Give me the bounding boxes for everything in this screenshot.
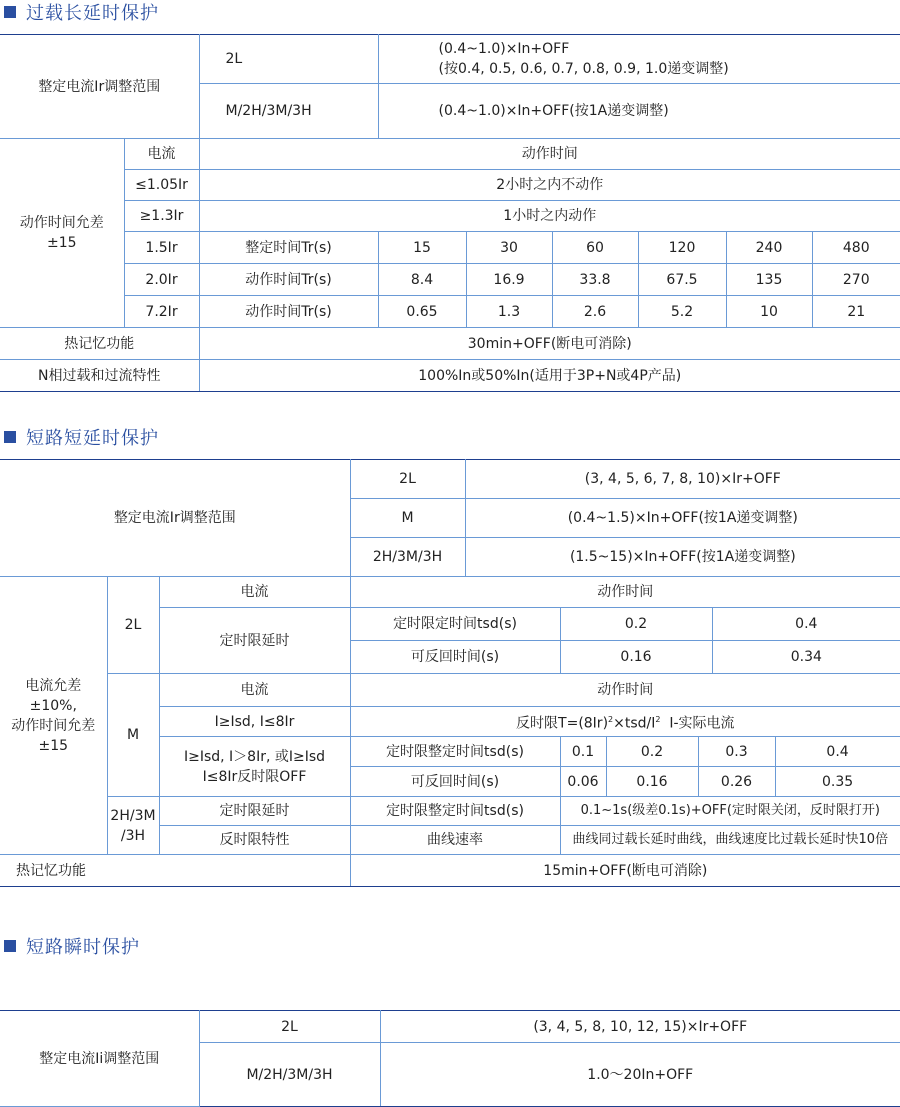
n-phase-label: N相过载和过流特性 <box>0 360 199 392</box>
setting-range-label: 整定电流Ir调整范围 <box>0 35 199 139</box>
value-cell: 0.2 <box>560 608 712 641</box>
model-m: M/2H/3M/3H <box>199 1043 380 1107</box>
value-cell: 0.06 <box>560 767 606 797</box>
tolerance-label: 电流允差 ±10%, 动作时间允差 ±15 <box>0 577 107 855</box>
value-cell: 480 <box>812 232 900 264</box>
value-cell: 0.4 <box>712 608 900 641</box>
value-cell: 0.3 <box>698 737 775 767</box>
range-2l: (0.4~1.0)×In+OFF (按0.4, 0.5, 0.6, 0.7, 0.8, 0.9, 1.0递变调整) <box>378 35 900 84</box>
thermal-memory-label: 热记忆功能 <box>0 328 199 360</box>
value-cell: 0.34 <box>712 641 900 674</box>
value-cell: 67.5 <box>638 264 726 296</box>
model-m: M/2H/3M/3H <box>199 84 378 139</box>
section-title: 过载长延时保护 <box>26 3 159 24</box>
value-cell: 16.9 <box>466 264 552 296</box>
current-header: 电流 <box>124 139 199 170</box>
range-cell: (1.5~15)×In+OFF(按1A递变调整) <box>465 538 900 577</box>
value-cell: 21 <box>812 296 900 328</box>
value-cell: 10 <box>726 296 812 328</box>
thermal-memory-value: 15min+OFF(断电可消除) <box>350 855 900 887</box>
overload-table <box>0 34 900 392</box>
definite-delay-label: 定时限延时 <box>159 797 350 826</box>
group-2h-3m-3h: 2H/3M /3H <box>107 797 159 855</box>
inverse-condition: I≥Isd, I≤8Ir <box>159 707 350 737</box>
instantaneous-table <box>0 1010 900 1107</box>
section-title: 短路短延时保护 <box>26 428 159 449</box>
value-cell: 0.16 <box>560 641 712 674</box>
definite-delay-label: 定时限延时 <box>159 608 350 674</box>
inverse-characteristic-label: 反时限特性 <box>159 826 350 855</box>
value-cell: 135 <box>726 264 812 296</box>
definite-condition: I≥Isd, I＞8Ir, 或I≥Isd I≤8Ir反时限OFF <box>159 737 350 797</box>
value-cell: 1.3 <box>466 296 552 328</box>
current-1-05ir: ≤1.05Ir <box>124 170 199 201</box>
n-phase-value: 100%In或50%In(适用于3P+N或4P产品) <box>199 360 900 392</box>
value-cell: 8.4 <box>378 264 466 296</box>
value-cell: 120 <box>638 232 726 264</box>
group-2l: 2L <box>107 577 159 674</box>
model-2l: 2L <box>199 1011 380 1043</box>
thermal-memory-value: 30min+OFF(断电可消除) <box>199 328 900 360</box>
current-1-5ir: 1.5Ir <box>124 232 199 264</box>
curve-rate-label: 曲线速率 <box>350 826 560 855</box>
group-m: M <box>107 674 159 797</box>
current-7-2ir: 7.2Ir <box>124 296 199 328</box>
time-header: 动作时间 <box>199 139 900 170</box>
tsd-label: 定时限整定时间tsd(s) <box>350 797 560 826</box>
value-cell: 0.35 <box>775 767 900 797</box>
model-cell: 2L <box>350 460 465 499</box>
value-cell: 0.26 <box>698 767 775 797</box>
no-trip-2h: 2小时之内不动作 <box>199 170 900 201</box>
value-cell: 2.6 <box>552 296 638 328</box>
model-2l: 2L <box>199 35 378 84</box>
range-cell: (3, 4, 5, 6, 7, 8, 10)×Ir+OFF <box>465 460 900 499</box>
value-cell: 0.2 <box>606 737 698 767</box>
value-cell: 0.65 <box>378 296 466 328</box>
return-time-label: 可反回时间(s) <box>350 767 560 797</box>
value-cell: 270 <box>812 264 900 296</box>
tsd-label: 定时限定时间tsd(s) <box>350 608 560 641</box>
value-cell: 0.1 <box>560 737 606 767</box>
section-heading-overload <box>0 0 159 24</box>
model-cell: M <box>350 499 465 538</box>
section-heading-short-delay <box>0 425 159 449</box>
return-time-label: 可反回时间(s) <box>350 641 560 674</box>
square-bullet-icon <box>4 940 16 952</box>
square-bullet-icon <box>4 431 16 443</box>
section-heading-instantaneous <box>0 934 140 958</box>
inverse-formula: 反时限$T=(8Ir)^2\times tsd/I^2$ I-实际电流 <box>350 707 900 737</box>
value-cell: 33.8 <box>552 264 638 296</box>
setting-range-label: 整定电流Ii调整范围 <box>0 1011 199 1107</box>
value-cell: 15 <box>378 232 466 264</box>
value-cell: 60 <box>552 232 638 264</box>
current-2-0ir: 2.0Ir <box>124 264 199 296</box>
time-tolerance-label: 动作时间允差 ±15 <box>0 139 124 328</box>
value-cell: 30 <box>466 232 552 264</box>
value-cell: 5.2 <box>638 296 726 328</box>
row-label: 动作时间Tr(s) <box>199 264 378 296</box>
square-bullet-icon <box>4 6 16 18</box>
current-header: 电流 <box>159 577 350 608</box>
thermal-memory-label: 热记忆功能 <box>0 855 350 887</box>
tsd-label: 定时限整定时间tsd(s) <box>350 737 560 767</box>
time-header: 动作时间 <box>350 577 900 608</box>
range-cell: (0.4~1.5)×In+OFF(按1A递变调整) <box>465 499 900 538</box>
value-cell: 240 <box>726 232 812 264</box>
curve-rate-value: 曲线同过载长延时曲线，曲线速度比过载长延时快10倍 <box>560 826 900 855</box>
section-title: 短路瞬时保护 <box>26 937 140 958</box>
tsd-range: 0.1~1s(级差0.1s)+OFF(定时限关闭，反时限打开) <box>560 797 900 826</box>
range-m: (0.4~1.0)×In+OFF(按1A递变调整) <box>378 84 900 139</box>
row-label: 整定时间Tr(s) <box>199 232 378 264</box>
time-header: 动作时间 <box>350 674 900 707</box>
setting-range-label: 整定电流Ir调整范围 <box>0 460 350 577</box>
trip-1h: 1小时之内动作 <box>199 201 900 232</box>
range-m: 1.0～20In+OFF <box>380 1043 900 1107</box>
value-cell: 0.4 <box>775 737 900 767</box>
value-cell: 0.16 <box>606 767 698 797</box>
range-2l: (3, 4, 5, 8, 10, 12, 15)×Ir+OFF <box>380 1011 900 1043</box>
current-1-3ir: ≥1.3Ir <box>124 201 199 232</box>
model-cell: 2H/3M/3H <box>350 538 465 577</box>
current-header: 电流 <box>159 674 350 707</box>
short-delay-table <box>0 459 900 887</box>
row-label: 动作时间Tr(s) <box>199 296 378 328</box>
